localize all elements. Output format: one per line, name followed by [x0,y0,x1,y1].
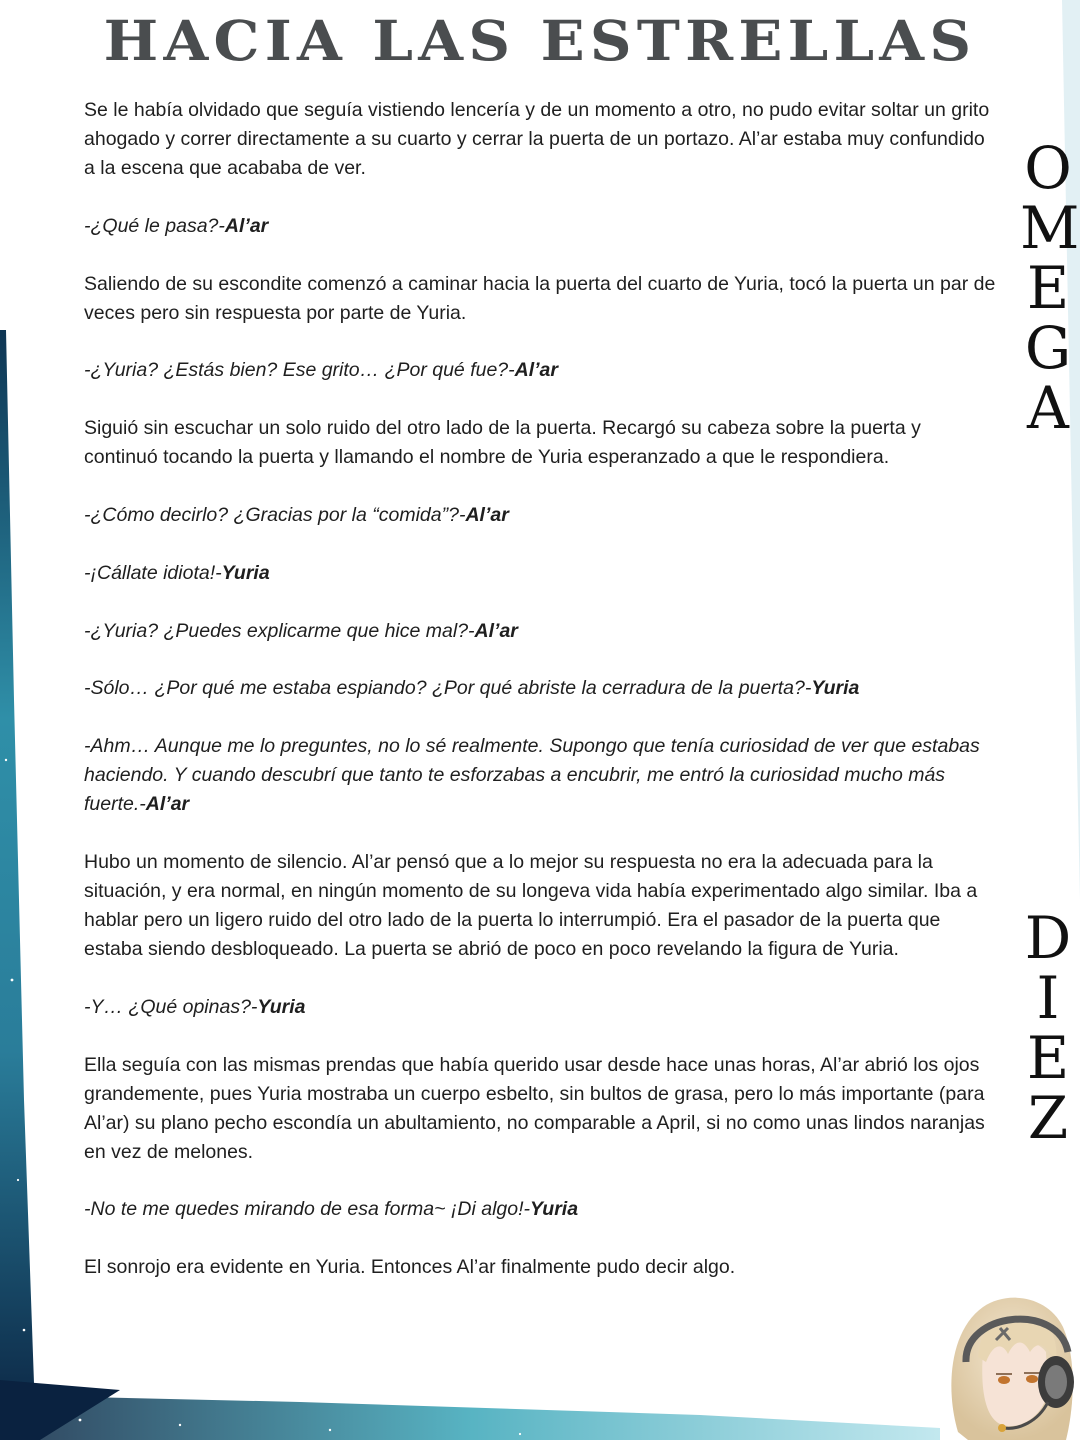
narration-paragraph: Siguió sin escuchar un solo ruido del otro lado de la puerta. Recargó su cabeza sobre la puerta y continuó tocando la puerta y llamando el nombre de Yuria esperanzado a que le respondiera. [84,417,921,469]
dialogue-text: -¿Qué le pasa?- [84,214,225,237]
dialogue-text: -No te me quedes mirando de esa forma~ ¡Di algo!- [84,1198,531,1221]
dialogue-speaker: Al’ar [145,793,190,816]
dialogue-speaker: Al’ar [465,503,509,526]
narration-paragraph: Saliendo de su escondite comenzó a caminar hacia la puerta del cuarto de Yuria, tocó la puerta un par de veces pero sin respuesta por parte de Yuria. [84,272,996,324]
dialogue-speaker: Al’ar [474,619,518,642]
dialogue-speaker: Yuria [530,1198,579,1221]
side-letter: O [1024,134,1072,202]
dialogue-line [84,356,996,385]
side-letter: D [1024,904,1072,972]
narration-paragraph: Ella seguía con las mismas prendas que había querido usar desde hace unas horas, Al’ar abrió los ojos grandemente, pues Yuria mostraba un cuerpo esbelto, sin bultos de grasa, pero lo más importante (para Al’ar) su plano pecho escondía un abultamiento, no comparable a April, si no como unas lindos naranjas en vez de melones. [84,1053,985,1163]
dialogue-line [84,674,996,703]
dialogue-text: -¿Yuria? ¿Puedes explicarme que hice mal?- [84,619,475,642]
dialogue-line [84,732,996,819]
dialogue-speaker: Yuria [221,561,270,584]
narration-paragraph: Se le había olvidado que seguía vistiendo lencería y de un momento a otro, no pudo evitar soltar un grito ahogado y correr directamente a su cuarto y cerrar la puerta de un portazo. Al’ar estaba muy confundido a la escena que acababa de ver. [84,99,990,179]
dialogue-line [84,617,996,646]
dialogue-line [84,559,996,588]
dialogue-text: -Ahm… Aunque me lo preguntes, no lo sé realmente. Supongo que tenía curiosidad de ver que estabas haciendo. Y cuando descubrí que tanto te esforzabas a encubrir, me entró la curiosidad mucho más fuerte.- [84,735,980,816]
dialogue-text: -¿Cómo decirlo? ¿Gracias por la “comida”?- [84,503,466,526]
dialogue-speaker: Al’ar [224,214,269,237]
dialogue-line [84,501,996,530]
dialogue-speaker: Yuria [257,995,306,1018]
dialogue-line [84,212,996,241]
side-letter: M [1020,194,1080,262]
dialogue-speaker: Al’ar [514,359,558,382]
dialogue-text: -Y… ¿Qué opinas?- [84,995,258,1018]
side-letter: E [1026,254,1070,322]
side-letter: I [1036,964,1060,1032]
book-title: HACIA LAS ESTRELLAS [103,8,977,73]
side-letter: Z [1027,1084,1069,1152]
side-letter: G [1024,314,1072,382]
dialogue-text: -¿Yuria? ¿Estás bien? Ese grito… ¿Por qué fue?- [84,359,515,382]
side-letter: E [1026,1024,1070,1092]
side-label-diez [1020,904,1076,1152]
story-text [84,96,996,1311]
dialogue-line [84,1195,996,1224]
character-avatar-illustration [938,1282,1080,1440]
side-label-omega [1020,134,1080,442]
dialogue-text: -¡Cállate idiota!- [84,561,222,584]
dialogue-speaker: Yuria [811,677,860,700]
dialogue-text: -Sólo… ¿Por qué me estaba espiando? ¿Por qué abriste la cerradura de la puerta?- [84,677,812,700]
narration-paragraph: Hubo un momento de silencio. Al’ar pensó que a lo mejor su respuesta no era la adecuada para la situación, y era normal, en ningún momento de su longeva vida había experimentado algo similar. Iba a hablar pero un ligero ruido del otro lado de la puerta lo interrumpió. Era el pasador de la puerta que estaba siendo desbloqueado. La puerta se abrió de poco en poco revelando la figura de Yuria. [84,850,978,960]
side-letter: A [1027,374,1069,442]
narration-paragraph: El sonrojo era evidente en Yuria. Entonces Al’ar finalmente pudo decir algo. [84,1256,736,1279]
dialogue-line [84,993,996,1022]
